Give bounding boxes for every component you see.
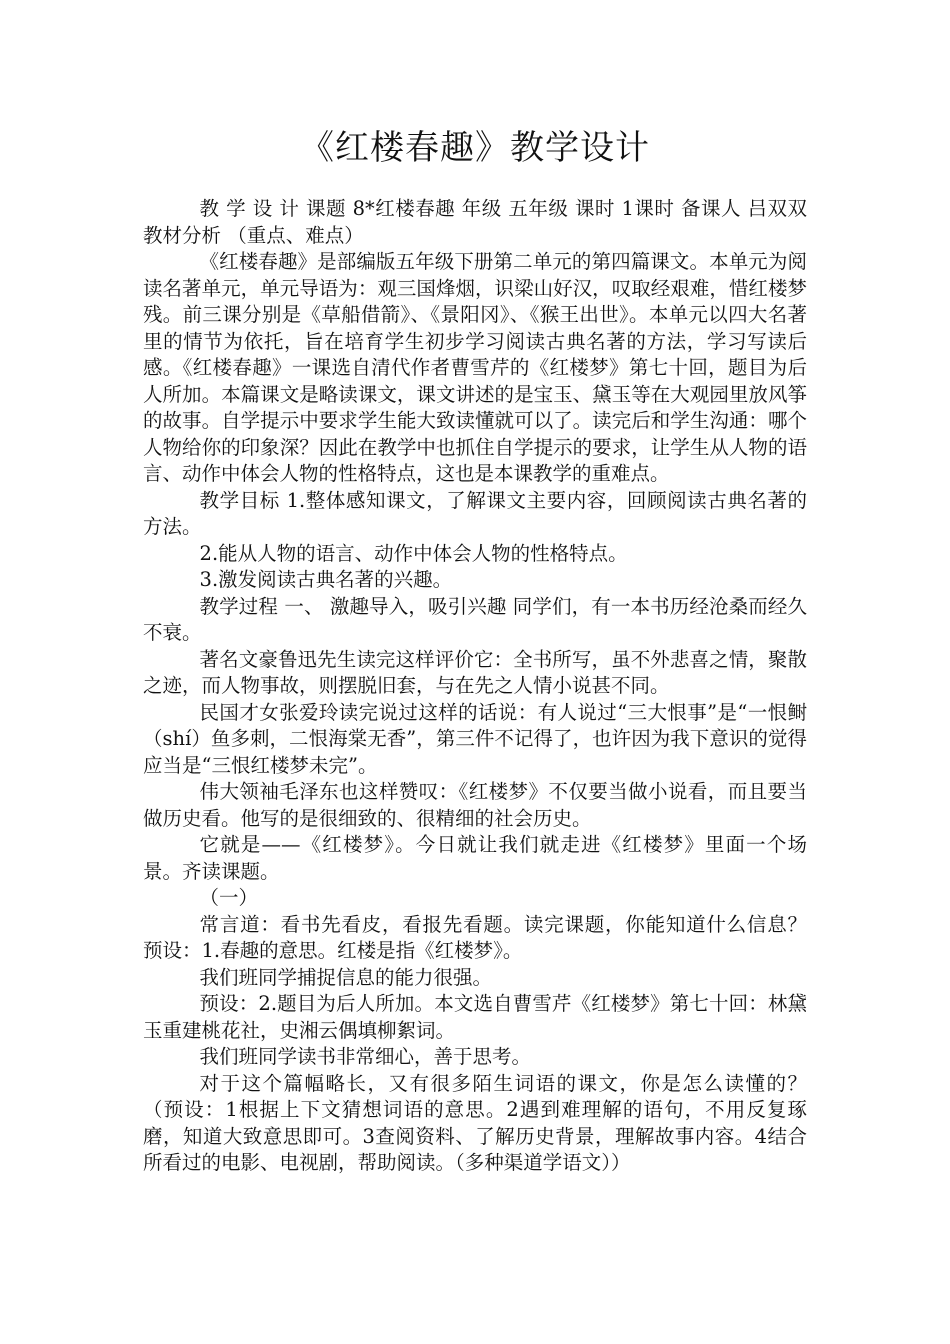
paragraph-goal-1: 教学目标 1.整体感知课文，了解课文主要内容，回顾阅读古典名著的方法。 — [143, 488, 807, 538]
paragraph-title-info: 常言道：看书先看皮，看报先看题。读完课题，你能知道什么信息？ 预设：1.春趣的意思。红楼是指《红楼梦》。 — [143, 912, 807, 962]
document-title: 《红楼春趣》教学设计 — [300, 128, 650, 168]
paragraph-goal-3: 3.激发阅读古典名著的兴趣。 — [199, 568, 453, 591]
paragraph-preset-2: 预设：2.题目为后人所加。本文选自曹雪芹《红楼梦》第七十回：林黛玉重建桃花社，史湘云偶填柳絮词。 — [143, 992, 807, 1042]
paragraph-reading-methods: 对于这个篇幅略长，又有很多陌生词语的课文，你是怎么读懂的？ （预设：1根据上下文猜想词语的意思。2遇到难理解的语句，不用反复琢磨，知道大致意思即可。3查阅资料、了解历史背景，理解故事内容。4结合所看过的电影、电视剧，帮助阅读。（多种渠道学语文）） — [143, 1071, 807, 1174]
paragraph-praise-1: 我们班同学捕捉信息的能力很强。 — [199, 965, 493, 989]
paragraph-read-title: 它就是——《红楼梦》。今日就让我们就走进《红楼梦》里面一个场景。齐读课题。 — [143, 833, 807, 883]
paragraph-praise-2: 我们班同学读书非常细心，善于思考。 — [199, 1045, 532, 1068]
paragraph-luxun-quote: 著名文豪鲁迅先生读完这样评价它：全书所写，虽不外悲喜之情，聚散之迹，而人物事故，则摆脱旧套，与在先之人情小说甚不同。 — [143, 647, 807, 697]
document-body — [143, 196, 807, 1177]
paragraph-maozedong-quote: 伟大领袖毛泽东也这样赞叹：《红楼梦》不仅要当做小说看，而且要当做历史看。他写的是很细致的、很精细的社会历史。 — [143, 780, 807, 830]
paragraph-zhangailing-quote: 民国才女张爱玲读完说过这样的话说：有人说过“三大恨事”是“一恨鲥（shí）鱼多刺，二恨海棠无香”，第三件不记得了，也许因为我下意识的觉得应当是“三恨红楼梦未完”。 — [143, 700, 807, 777]
paragraph-lesson-info: 教 学 设 计 课题 8*红楼春趣 年级 五年级 课时 1课时 备课人 吕双双 教材分析 （重点、难点） — [143, 197, 807, 247]
paragraph-textbook-analysis: 《红楼春趣》是部编版五年级下册第二单元的第四篇课文。本单元为阅读名著单元，单元导语为：观三国烽烟，识梁山好汉，叹取经艰难，惜红楼梦残。前三课分别是《草船借箭》、《景阳冈》、《猴王出世》。本单元以四大名著里的情节为依托，旨在培育学生初步学习阅读古典名著的方法，学习写读后感。《红楼春趣》一课选自清代作者曹雪芹的《红楼梦》第七十回，题目为后人所加。本篇课文是略读课文，课文讲述的是宝玉、黛玉等在大观园里放风筝的故事。自学提示中要求学生能大致读懂就可以了。读完后和学生沟通：哪个人物给你的印象深？因此在教学中也抓住自学提示的要求，让学生从人物的语言、动作中体会人物的性格特点，这也是本课教学的重难点。 — [143, 250, 807, 485]
paragraph-process-intro: 教学过程 一、 激趣导入，吸引兴趣 同学们，有一本书历经沧桑而经久不衰。 — [143, 594, 807, 644]
paragraph-section-one: （一） — [199, 886, 259, 909]
paragraph-goal-2: 2.能从人物的语言、动作中体会人物的性格特点。 — [199, 541, 628, 565]
